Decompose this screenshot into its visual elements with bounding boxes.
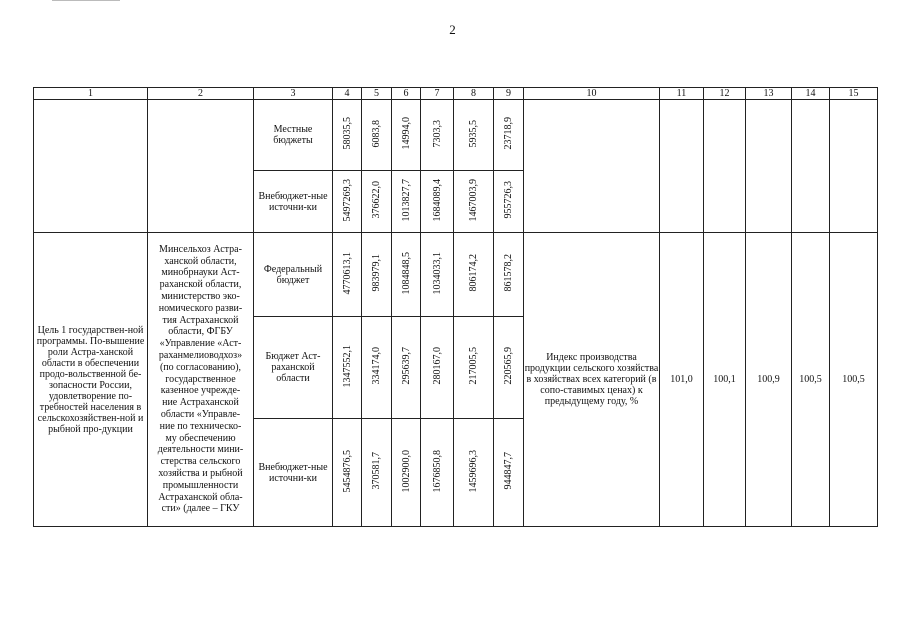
amount-cell: 1347552,1 [333, 317, 362, 419]
column-number: 13 [746, 88, 792, 100]
column-number: 9 [494, 88, 524, 100]
amount-cell: 217005,5 [454, 317, 494, 419]
funding-source: Местные бюджеты [254, 100, 333, 171]
executors-line: хозяйства и рыбной [158, 467, 243, 479]
amount-cell: 1467003,9 [454, 171, 494, 233]
column-number: 6 [392, 88, 421, 100]
amount-cell: 295639,7 [392, 317, 421, 419]
executors-line: раханской области, [159, 279, 242, 291]
column-number: 5 [362, 88, 392, 100]
funding-source: Внебюджет-ные источни-ки [254, 419, 333, 527]
amount-cell: 1034033,1 [421, 233, 454, 317]
column-number: 14 [792, 88, 830, 100]
value-cell-empty [792, 100, 830, 233]
indicator-value: 100,1 [704, 233, 746, 527]
program-table [33, 87, 878, 527]
column-number: 15 [830, 88, 878, 100]
table-row [34, 100, 878, 171]
executor-cell-empty [148, 100, 254, 233]
amount-cell: 944847,7 [494, 419, 524, 527]
executors-line: области «Управле- [160, 408, 241, 420]
amount-cell: 23718,9 [494, 100, 524, 171]
executors-line: деятельности мини- [157, 444, 244, 456]
indicator-value: 101,0 [660, 233, 704, 527]
value-cell-empty [746, 100, 792, 233]
indicator-text: Индекс производства продукции сельского хозяйства в хозяйствах всех категорий (в сопо-ставимых ценах) к предыдущему году, % [524, 233, 660, 527]
amount-cell: 58035,5 [333, 100, 362, 171]
executors-line: казенное учрежде- [160, 385, 241, 397]
value-cell-empty [660, 100, 704, 233]
amount-cell: 280167,0 [421, 317, 454, 419]
amount-cell: 5497269,3 [333, 171, 362, 233]
executors-line: (по согласованию), [159, 361, 242, 373]
indicator-cell-empty [524, 100, 660, 233]
amount-cell: 1676850,8 [421, 419, 454, 527]
column-number-row [34, 88, 878, 100]
executors-line: промышленности [162, 479, 239, 491]
goal-text: Цель 1 государствен-ной программы. По-вышение роли Астра-ханской области в обеспечении продо-вольственной бе-зопасности России, удовлетворение по-требностей населения в сельскохозяйствен-ной и рыбной про-дукции [34, 233, 148, 527]
goal-cell-empty [34, 100, 148, 233]
executors-line: стерства сельского [160, 456, 241, 468]
amount-cell: 5935,5 [454, 100, 494, 171]
executors-line: ханской области, [164, 255, 237, 267]
executors-line: минобрнауки Аст- [161, 267, 240, 279]
funding-source: Бюджет Аст-раханской области [254, 317, 333, 419]
value-cell-empty [704, 100, 746, 233]
executors-line: му обеспечению [165, 432, 236, 444]
amount-cell: 955726,3 [494, 171, 524, 233]
column-number: 11 [660, 88, 704, 100]
column-number: 12 [704, 88, 746, 100]
executors-line: «Управление «Аст- [159, 338, 242, 350]
amount-cell: 7303,3 [421, 100, 454, 171]
amount-cell: 1684089,4 [421, 171, 454, 233]
amount-cell: 376622,0 [362, 171, 392, 233]
executors-line: раханмелиоводхоз» [158, 350, 243, 361]
amount-cell: 983979,1 [362, 233, 392, 317]
executors-line: государственное [165, 373, 236, 385]
executors-line: номического разви- [158, 302, 243, 314]
indicator-value: 100,5 [792, 233, 830, 527]
executors-line: Астраханской обла- [158, 491, 243, 503]
amount-cell: 1013827,7 [392, 171, 421, 233]
funding-source: Внебюджет-ные источни-ки [254, 171, 333, 233]
amount-cell: 334174,0 [362, 317, 392, 419]
funding-source: Федеральный бюджет [254, 233, 333, 317]
executors-line: области, ФГБУ [168, 326, 233, 338]
amount-cell: 4770613,1 [333, 233, 362, 317]
executors-text [148, 233, 254, 527]
amount-cell: 14994,0 [392, 100, 421, 171]
amount-cell: 861578,2 [494, 233, 524, 317]
column-number: 8 [454, 88, 494, 100]
executors-line: ние Астраханской [162, 397, 239, 409]
amount-cell: 1084848,5 [392, 233, 421, 317]
column-number: 7 [421, 88, 454, 100]
page-number: 2 [449, 22, 456, 37]
column-number: 2 [148, 88, 254, 100]
amount-cell: 6083,8 [362, 100, 392, 171]
column-number: 4 [333, 88, 362, 100]
column-number: 3 [254, 88, 333, 100]
amount-cell: 370581,7 [362, 419, 392, 527]
amount-cell: 1002900,0 [392, 419, 421, 527]
executors-line: Минсельхоз Астра- [159, 243, 242, 255]
table-row [34, 233, 878, 317]
amount-cell: 5454876,5 [333, 419, 362, 527]
executors-line: ние по техническо- [159, 420, 242, 432]
amount-cell: 220565,9 [494, 317, 524, 419]
executors-line: сти» (далее – ГКУ [161, 503, 240, 515]
column-number: 1 [34, 88, 148, 100]
amount-cell: 1459696,3 [454, 419, 494, 527]
scan-artifact-line [52, 0, 120, 1]
executors-line: министерство эко- [161, 291, 240, 303]
value-cell-empty [830, 100, 878, 233]
indicator-value: 100,5 [830, 233, 878, 527]
executors-line: тия Астраханской [162, 314, 239, 326]
column-number: 10 [524, 88, 660, 100]
indicator-value: 100,9 [746, 233, 792, 527]
amount-cell: 806174,2 [454, 233, 494, 317]
